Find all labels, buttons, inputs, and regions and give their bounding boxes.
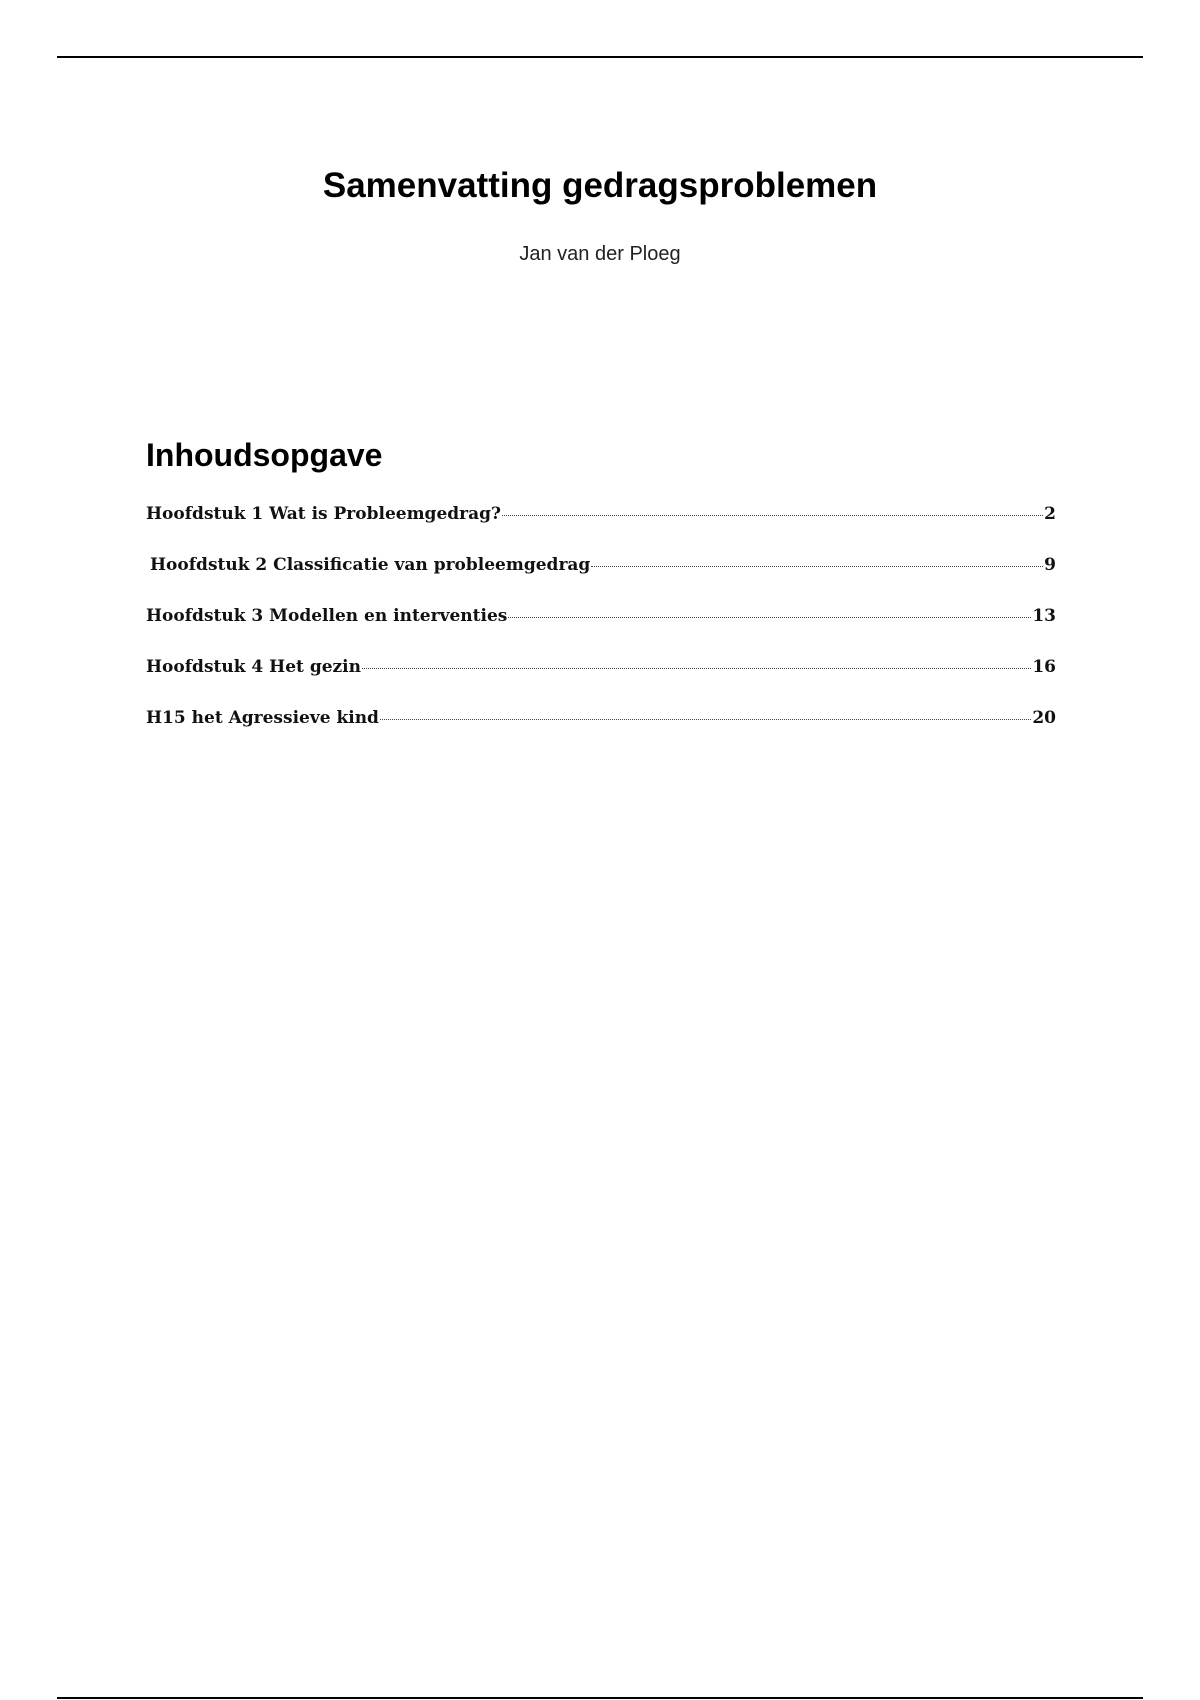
toc-entry-label: H15 het Agressieve kind	[146, 708, 379, 728]
toc-entry-label: Hoofdstuk 3 Modellen en interventies	[146, 606, 508, 626]
toc-entry[interactable]	[146, 657, 1056, 708]
toc-entry[interactable]	[146, 504, 1056, 555]
toc-entry-page: 20	[1032, 708, 1056, 728]
toc-entry-page: 9	[1044, 555, 1056, 575]
toc-entry[interactable]	[146, 606, 1056, 657]
toc-entry-label: Hoofdstuk 4 Het gezin	[146, 657, 361, 677]
toc-leader-dots	[508, 617, 1031, 618]
toc-leader-dots	[502, 515, 1043, 516]
table-of-contents	[146, 504, 1056, 759]
toc-entry-label: Hoofdstuk 1 Wat is Probleemgedrag?	[146, 504, 501, 524]
toc-leader-dots	[591, 566, 1043, 567]
toc-heading: Inhoudsopgave	[146, 437, 383, 473]
toc-entry-label: Hoofdstuk 2 Classificatie van probleemgedrag	[150, 555, 591, 575]
toc-entry-page: 13	[1032, 606, 1056, 626]
toc-entry-page: 2	[1044, 504, 1056, 524]
footer-rule	[57, 1697, 1143, 1699]
document-author: Jan van der Ploeg	[519, 243, 681, 265]
toc-entry-page: 16	[1032, 657, 1056, 677]
toc-entry[interactable]	[146, 555, 1056, 606]
header-rule	[57, 56, 1143, 58]
toc-entry[interactable]	[146, 708, 1056, 759]
toc-leader-dots	[380, 719, 1031, 720]
toc-leader-dots	[362, 668, 1031, 669]
document-title: Samenvatting gedragsproblemen	[322, 166, 878, 205]
